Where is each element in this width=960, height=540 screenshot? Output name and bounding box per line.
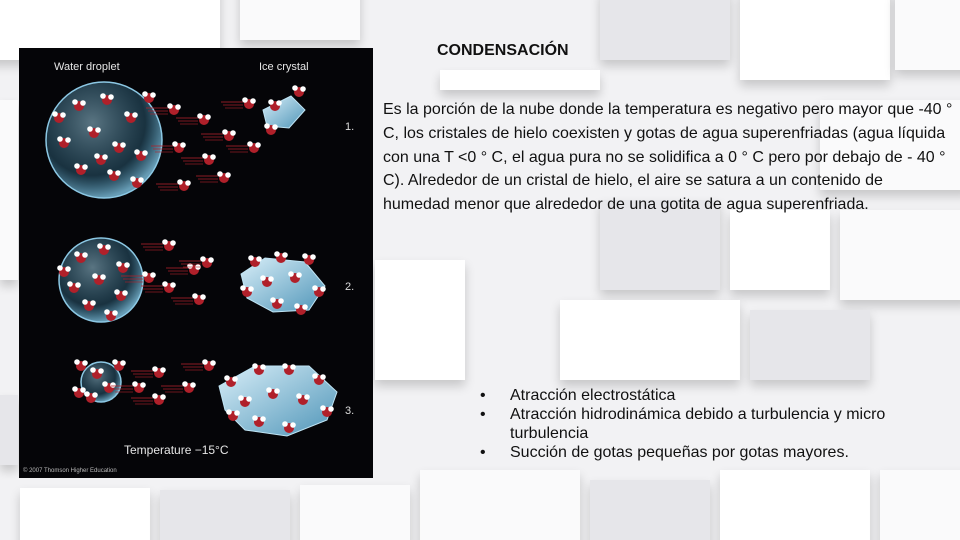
label-water-droplet: Water droplet bbox=[54, 61, 120, 73]
step-3-diagram bbox=[72, 359, 354, 436]
bullet-dot: • bbox=[480, 387, 486, 404]
description-paragraph: Es la porción de la nube donde la temperatura es negativo pero mayor que -40 ° C, los cristales de hielo coexisten y gotas de agua superenfriadas (agua líquida con una T <0 ° C, el agua pura no se solidifica a 0 ° C pero por debajo de - 40 ° C). Alrededor de un cristal de hielo, el aire se satura a un contenido de humedad menor que alrededor de una gotita de agua superenfriada. bbox=[383, 101, 953, 214]
bullet-list bbox=[480, 386, 920, 462]
bullet-dot: • bbox=[480, 406, 486, 423]
bullet-text: Atracción electrostática bbox=[510, 387, 676, 404]
step-1-diagram bbox=[46, 82, 354, 198]
temperature-label: Temperature −15°C bbox=[124, 443, 229, 457]
bullet-item bbox=[480, 386, 920, 405]
step-3-label: 3. bbox=[345, 405, 355, 417]
figure-illustration bbox=[19, 48, 373, 478]
step-1-label: 1. bbox=[345, 121, 355, 133]
condensation-figure bbox=[19, 48, 373, 478]
label-ice-crystal: Ice crystal bbox=[259, 61, 309, 73]
step-2-label: 2. bbox=[345, 281, 355, 293]
bullet-text: Succión de gotas pequeñas por gotas mayores. bbox=[510, 444, 849, 461]
bullet-item bbox=[480, 405, 920, 443]
slide-title: CONDENSACIÓN bbox=[437, 42, 569, 59]
bullet-item bbox=[480, 443, 920, 462]
bullet-dot: • bbox=[480, 444, 486, 461]
step-2-diagram bbox=[57, 238, 354, 322]
copyright-label: © 2007 Thomson Higher Education bbox=[23, 468, 117, 474]
bullet-text: Atracción hidrodinámica debido a turbulencia y micro turbulencia bbox=[510, 406, 886, 442]
